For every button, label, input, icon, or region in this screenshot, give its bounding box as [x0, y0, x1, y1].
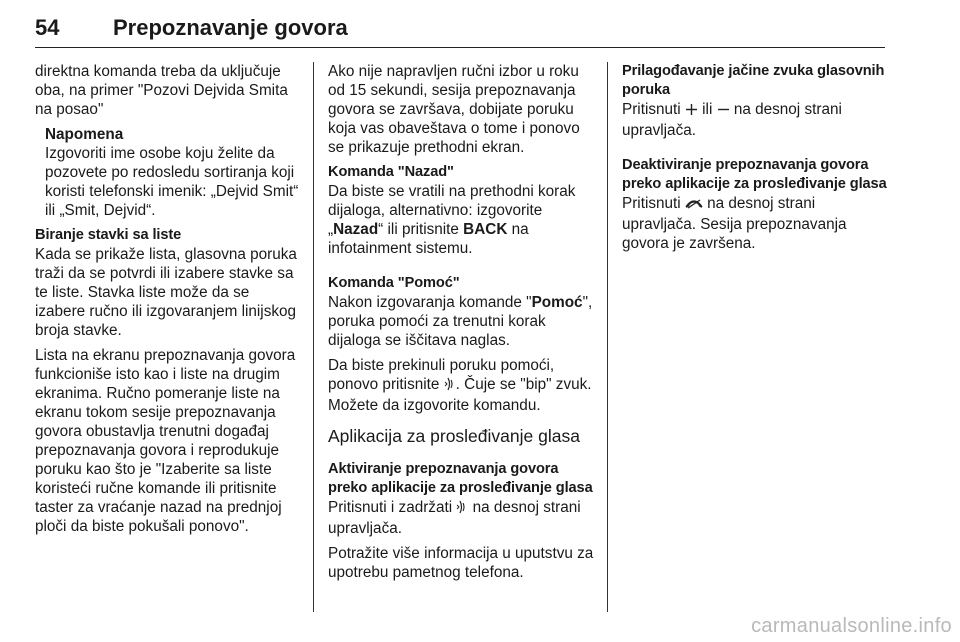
help-paragraph	[328, 293, 594, 350]
page-title: Prepoznavanje govora	[113, 14, 348, 40]
back-key: BACK	[463, 221, 508, 238]
note-box	[35, 125, 300, 220]
voice-icon	[444, 377, 456, 396]
volume-text-mid: ili	[697, 101, 717, 118]
heading-list-selection: Biranje stavki sa liste	[35, 227, 182, 243]
section-title: Aplikacija za prosleđivanje glasa	[328, 426, 580, 446]
list-paragraph: Kada se prikaže lista, glasovna poruka traži da se potvrdi ili izabere stavke sa te liste. Stavka liste može da se izabere ručno ili izgovaranjem linijskog broja stavke.	[35, 246, 297, 339]
activate-text-pre: Pritisnuti i zadržati	[328, 499, 457, 516]
back-word: Nazad	[333, 221, 379, 238]
heading-activate: Aktiviranje prepoznavanja govora preko aplikacije za prosleđivanje glasa	[328, 461, 593, 496]
page-number: 54	[35, 14, 60, 40]
deactivate-text-pre: Pritisnuti	[622, 195, 685, 212]
screen-list-paragraph: Lista na ekranu prepoznavanja govora funkcioniše isto kao i liste na drugim ekranima. Ručno pomeranje liste na ekranu tokom sesije prepoznavanja govora obustavlja trenutni događaj prepoznavanja govora i reprodukuje poruku kao što je "Izaberite sa liste koristeći ručne komande ili pritisnite taster za vraćanje nazad na prednjoj ploči da biste pokušali ponovo".	[35, 347, 296, 535]
heading-volume: Prilagođavanje jačine zvuka glasovnih poruka	[622, 63, 885, 98]
back-text-pre: Da biste se vratili na prethodni korak dijaloga, alternativno: izgovorite „	[328, 183, 576, 238]
back-paragraph	[328, 182, 594, 258]
heading-help-command: Komanda "Pomoć"	[328, 275, 460, 291]
activate-paragraph	[328, 498, 594, 538]
heading-deactivate: Deaktiviranje prepoznavanja govora preko aplikacije za prosleđivanje glasa	[622, 157, 887, 192]
help-text-pre: Nakon izgovaranja komande "	[328, 294, 532, 311]
column-1	[35, 62, 300, 542]
page-header	[35, 8, 885, 48]
help-word: Pomoć	[531, 294, 583, 311]
volume-paragraph	[622, 100, 888, 140]
volume-text-pre: Pritisnuti	[622, 101, 685, 118]
intro-paragraph: direktna komanda treba da uključuje oba, na primer "Pozovi Dejvida Smita na posao"	[35, 63, 288, 118]
activate-text-post: na desnoj strani upravljača.	[328, 499, 581, 537]
plus-icon	[685, 102, 698, 121]
back-text-mid: “ ili pritisnite	[378, 221, 464, 238]
interrupt-paragraph	[328, 356, 594, 415]
voice-icon	[456, 500, 468, 519]
interrupt-text-pre: Da biste prekinuli poruku pomoći, ponovo pritisnite	[328, 357, 555, 393]
note-title: Napomena	[45, 126, 124, 143]
timeout-paragraph: Ako nije napravljen ručni izbor u roku od 15 sekundi, sesija prepoznavanja govora se završava, dobijate poruku koja vas obaveštava o tome i ponovo se prikazuje prethodni ekran.	[328, 63, 580, 156]
minus-icon	[717, 102, 730, 121]
interrupt-text-post: . Čuje se "bip" zvuk. Možete da izgovorite komandu.	[328, 376, 592, 414]
watermark: carmanualsonline.info	[751, 615, 952, 637]
column-divider	[607, 62, 608, 612]
heading-back-command: Komanda "Nazad"	[328, 164, 454, 180]
column-divider	[313, 62, 314, 612]
deactivate-paragraph	[622, 194, 888, 253]
back-text-post: na infotainment sistemu.	[328, 221, 529, 257]
note-text: Izgovoriti ime osobe koju želite da pozovete po redosledu sortiranja koji koristi telefonski imenik: „Dejvid Smit“ ili „Smit, Dejvid“.	[45, 145, 299, 219]
column-3	[622, 62, 888, 259]
volume-text-post: na desnoj strani upravljača.	[622, 101, 842, 139]
column-2	[328, 62, 594, 588]
deactivate-text-post: na desnoj strani upravljača. Sesija prepoznavanja govora je završena.	[622, 195, 847, 252]
end-call-icon	[685, 196, 703, 215]
help-text-post: ", poruka pomoći za trenutni korak dijaloga se iščitava naglas.	[328, 294, 593, 349]
more-info-paragraph: Potražite više informacija u uputstvu za upotrebu pametnog telefona.	[328, 545, 594, 581]
